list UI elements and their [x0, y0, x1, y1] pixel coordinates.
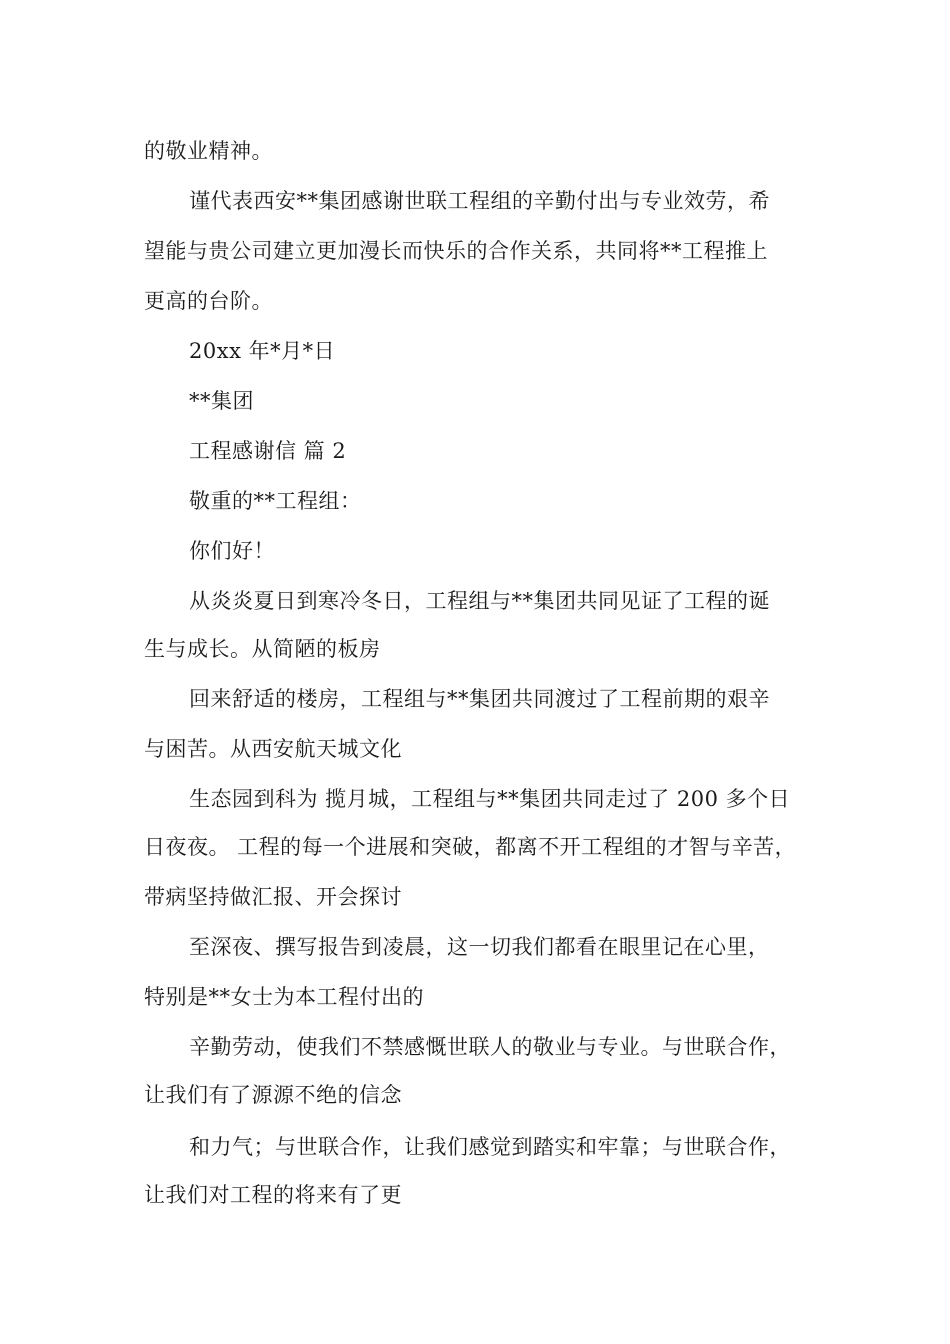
body-line: 日夜夜。 工程的每一个进展和突破，都离不开工程组的才智与辛苦，: [144, 835, 797, 859]
body-line: 让我们有了源源不绝的信念: [144, 1083, 402, 1107]
salutation: 敬重的**工程组：: [189, 489, 362, 513]
section-title: 工程感谢信 篇 2: [189, 439, 347, 463]
body-line: 生与成长。从简陋的板房: [144, 637, 381, 661]
greeting: 你们好！: [189, 539, 275, 563]
body-line: 至深夜、撰写报告到凌晨，这一切我们都看在眼里记在心里，: [189, 935, 770, 959]
body-line: 带病坚持做汇报、开会探讨: [144, 885, 402, 909]
body-line: 辛勤劳动，使我们不禁感慨世联人的敬业与专业。与世联合作，: [189, 1035, 791, 1059]
body-line: 生态园到科为 揽月城，工程组与**集团共同走过了 200 多个日: [189, 787, 791, 811]
body-line: 让我们对工程的将来有了更: [144, 1183, 402, 1207]
body-line: 和力气；与世联合作，让我们感觉到踏实和牢靠；与世联合作，: [189, 1135, 791, 1159]
body-line: 特别是**女士为本工程付出的: [144, 985, 424, 1009]
date-line: 20xx 年*月*日: [189, 339, 336, 363]
body-line: 回来舒适的楼房，工程组与**集团共同渡过了工程前期的艰辛: [189, 687, 770, 711]
signature-line: **集团: [189, 389, 254, 413]
body-line: 谨代表西安**集团感谢世联工程组的辛勤付出与专业效劳，希: [189, 189, 770, 213]
body-line: 从炎炎夏日到寒冷冬日，工程组与**集团共同见证了工程的诞: [189, 589, 770, 613]
body-line: 更高的台阶。: [144, 289, 273, 313]
body-line: 的敬业精神。: [144, 139, 273, 163]
body-line: 与困苦。从西安航天城文化: [144, 737, 402, 761]
body-line: 望能与贵公司建立更加漫长而快乐的合作关系，共同将**工程推上: [144, 239, 768, 263]
